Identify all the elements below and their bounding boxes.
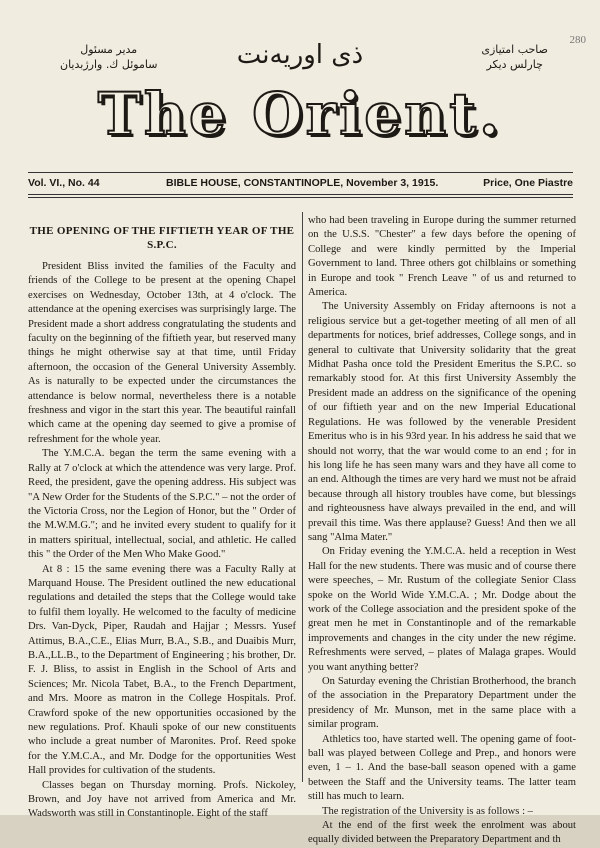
- paragraph: The University Assembly on Friday afternoons is not a religious service but a get-together meeting of all men of all departments for notices, brief addresses, College songs, and in general to cultivate that University solidarity that the great Midhat Pasha once told the President Emeritus the S.P.C. so remarkably stood for. At this first University Assembly the President made an address on the significance of the opening of our fiftieth year and on the new Imperial Educational Regulations. He was followed by the venerable President Emeritus who is in his 93rd year. In his address he said that we should not worry, that the war would come to an end ; for in his long life he has seen many wars and they have all come to an end. Although the times are very hard we must not be afraid because through all history troubles have come, but blessings and righteousness have always prevailed in the end, and will prevail this time. Was there applause? Guess! And then we all sang "Alma Mater.": [308, 301, 576, 543]
- issue-rule-lower: [28, 197, 573, 198]
- issue-place-date: BIBLE HOUSE, CONSTANTINOPLE, November 3, 1915.: [166, 177, 439, 189]
- paragraph: The registration of the University is as follows : –: [322, 805, 533, 817]
- paragraph: The Y.M.C.A. began the term the same evening with a Rally at 7 o'clock at which the attendence was very large. Prof. Reed, the president, gave the opening address. His subject was "A New Order for the Students of the S.P.C." – not the order of the Victoria Cross, nor the Legion of Honor, but the " Order of the M.W.M.G."; and he invited every student to qualify for it in matters spiritual, intellectual, social, and athletic. He called this " the Order of the Men Who Make Good.": [28, 448, 296, 561]
- issue-price: Price, One Piastre: [483, 177, 573, 189]
- paragraph: On Friday evening the Y.M.C.A. held a reception in West Hall for the new students. There was music and of course there were speeches, – Mr. Rustum of the collegiate Senior Class spoke on the World Wide Y.M.C.A. ; Mr. Dodge about the work of the College association and the president spoke of the great men he met in Constantinople and of the remarkable improvements and changes in the city under the new régime. Refreshments were served, – plates of Malaga grapes. Would you want anything better?: [308, 546, 576, 673]
- paragraph: President Bliss invited the families of the Faculty and friends of the College to be present at the opening Chapel exercises on Wednesday, October 13th, at 4 o'clock. The attendance at the opening exercises was surprisingly large. The President made a short address congratulating the students and faculty on the beginning of the fiftieth year, but reserved many things he might otherwise say at that time, until Friday afternoon, the occasion of the General University Assembly. As is naturally to be expected under the circumstances the attendance is below normal, nevertheless there is a notable freshness and vigor in the start this year. The beautiful rainfall which came at the opening day seemed to give a promise of refreshment for the whole year.: [28, 261, 296, 445]
- paragraph: At 8 : 15 the same evening there was a Faculty Rally at Marquand House. The President outlined the new educational regulations and detailed the steps that the College would take to fulfil them loyally. He welcomed to the faculty of medicine Drs. Van-Dyck, Piper, Raudah and Hajjar ; Messrs. Yusef Attimus, B.A.,C.E., Elias Murr, B.A., S.B., and Duaibis Murr, B.A.,LL.B., to the Department of Engineering ; his brother, Dr. F. J. Bliss, to assist in English in the School of Arts and Sciences; Mr. Nicola Tabet, B.A., to the French Department, and Mrs. Moore as matron in the College Hospitals. Prof. Crawford spoke of the new opportunities occasioned by the new regulations. Prof. Khauli spoke of our new constituents who include a great number of Maronites. Prof. Reed spoke for the Y.M.C.A., and Mr. Dodge for the opportunities West Hall provides for cultivation of the students.: [28, 563, 296, 777]
- issue-rule-upper: [28, 194, 573, 195]
- paragraph: At the end of the first week the enrolment was about equally divided between the Preparatory Department and th: [308, 820, 576, 846]
- issue-bar: [28, 177, 573, 193]
- ottoman-owner-credit: صاحب امتیازی چارلس دیکر: [481, 43, 548, 71]
- issue-volume: Vol. VI., No. 44: [28, 177, 100, 189]
- newspaper-title: The Orient.: [97, 80, 503, 148]
- masthead: [0, 40, 600, 170]
- paragraph: Classes began on Thursday morning. Profs. Nickoley, Brown, and Joy have not arrived from America and Mr. Wadsworth was still in Constantinople. Eight of the staff: [28, 779, 296, 820]
- masthead-rule: [28, 172, 573, 173]
- paragraph: On Saturday evening the Christian Brotherhood, the branch of the association in the Preparatory Department under the presidency of Mr. Munson, met in the same place with a similar program.: [308, 676, 576, 731]
- ottoman-title: ذی اوریەنت: [236, 40, 364, 70]
- left-column: [28, 210, 296, 822]
- article-headline: THE OPENING OF THE FIFTIETH YEAR OF THE S.P.C.: [29, 225, 295, 251]
- ottoman-editor-credit: مدیر مسئول ساموئل ك. وارژبدیان: [60, 43, 158, 71]
- paragraph: Athletics too, have started well. The opening game of foot-ball was played between College and Prep., and honors were even, 1 – 1. And the base-ball season opened with a game between the Staff and the University teams. The latter team still has much to learn.: [308, 733, 576, 803]
- column-divider: [302, 212, 303, 782]
- paragraph: who had been traveling in Europe during the summer returned on the U.S.S. "Chester" a few days before the opening of College and were kindly permitted by the Imperial Government to land. Three others got chilblains or something in Europe and took " French Leave " of us and returned to America.: [308, 215, 576, 299]
- page-number: 280: [569, 34, 586, 46]
- right-column: [308, 214, 576, 848]
